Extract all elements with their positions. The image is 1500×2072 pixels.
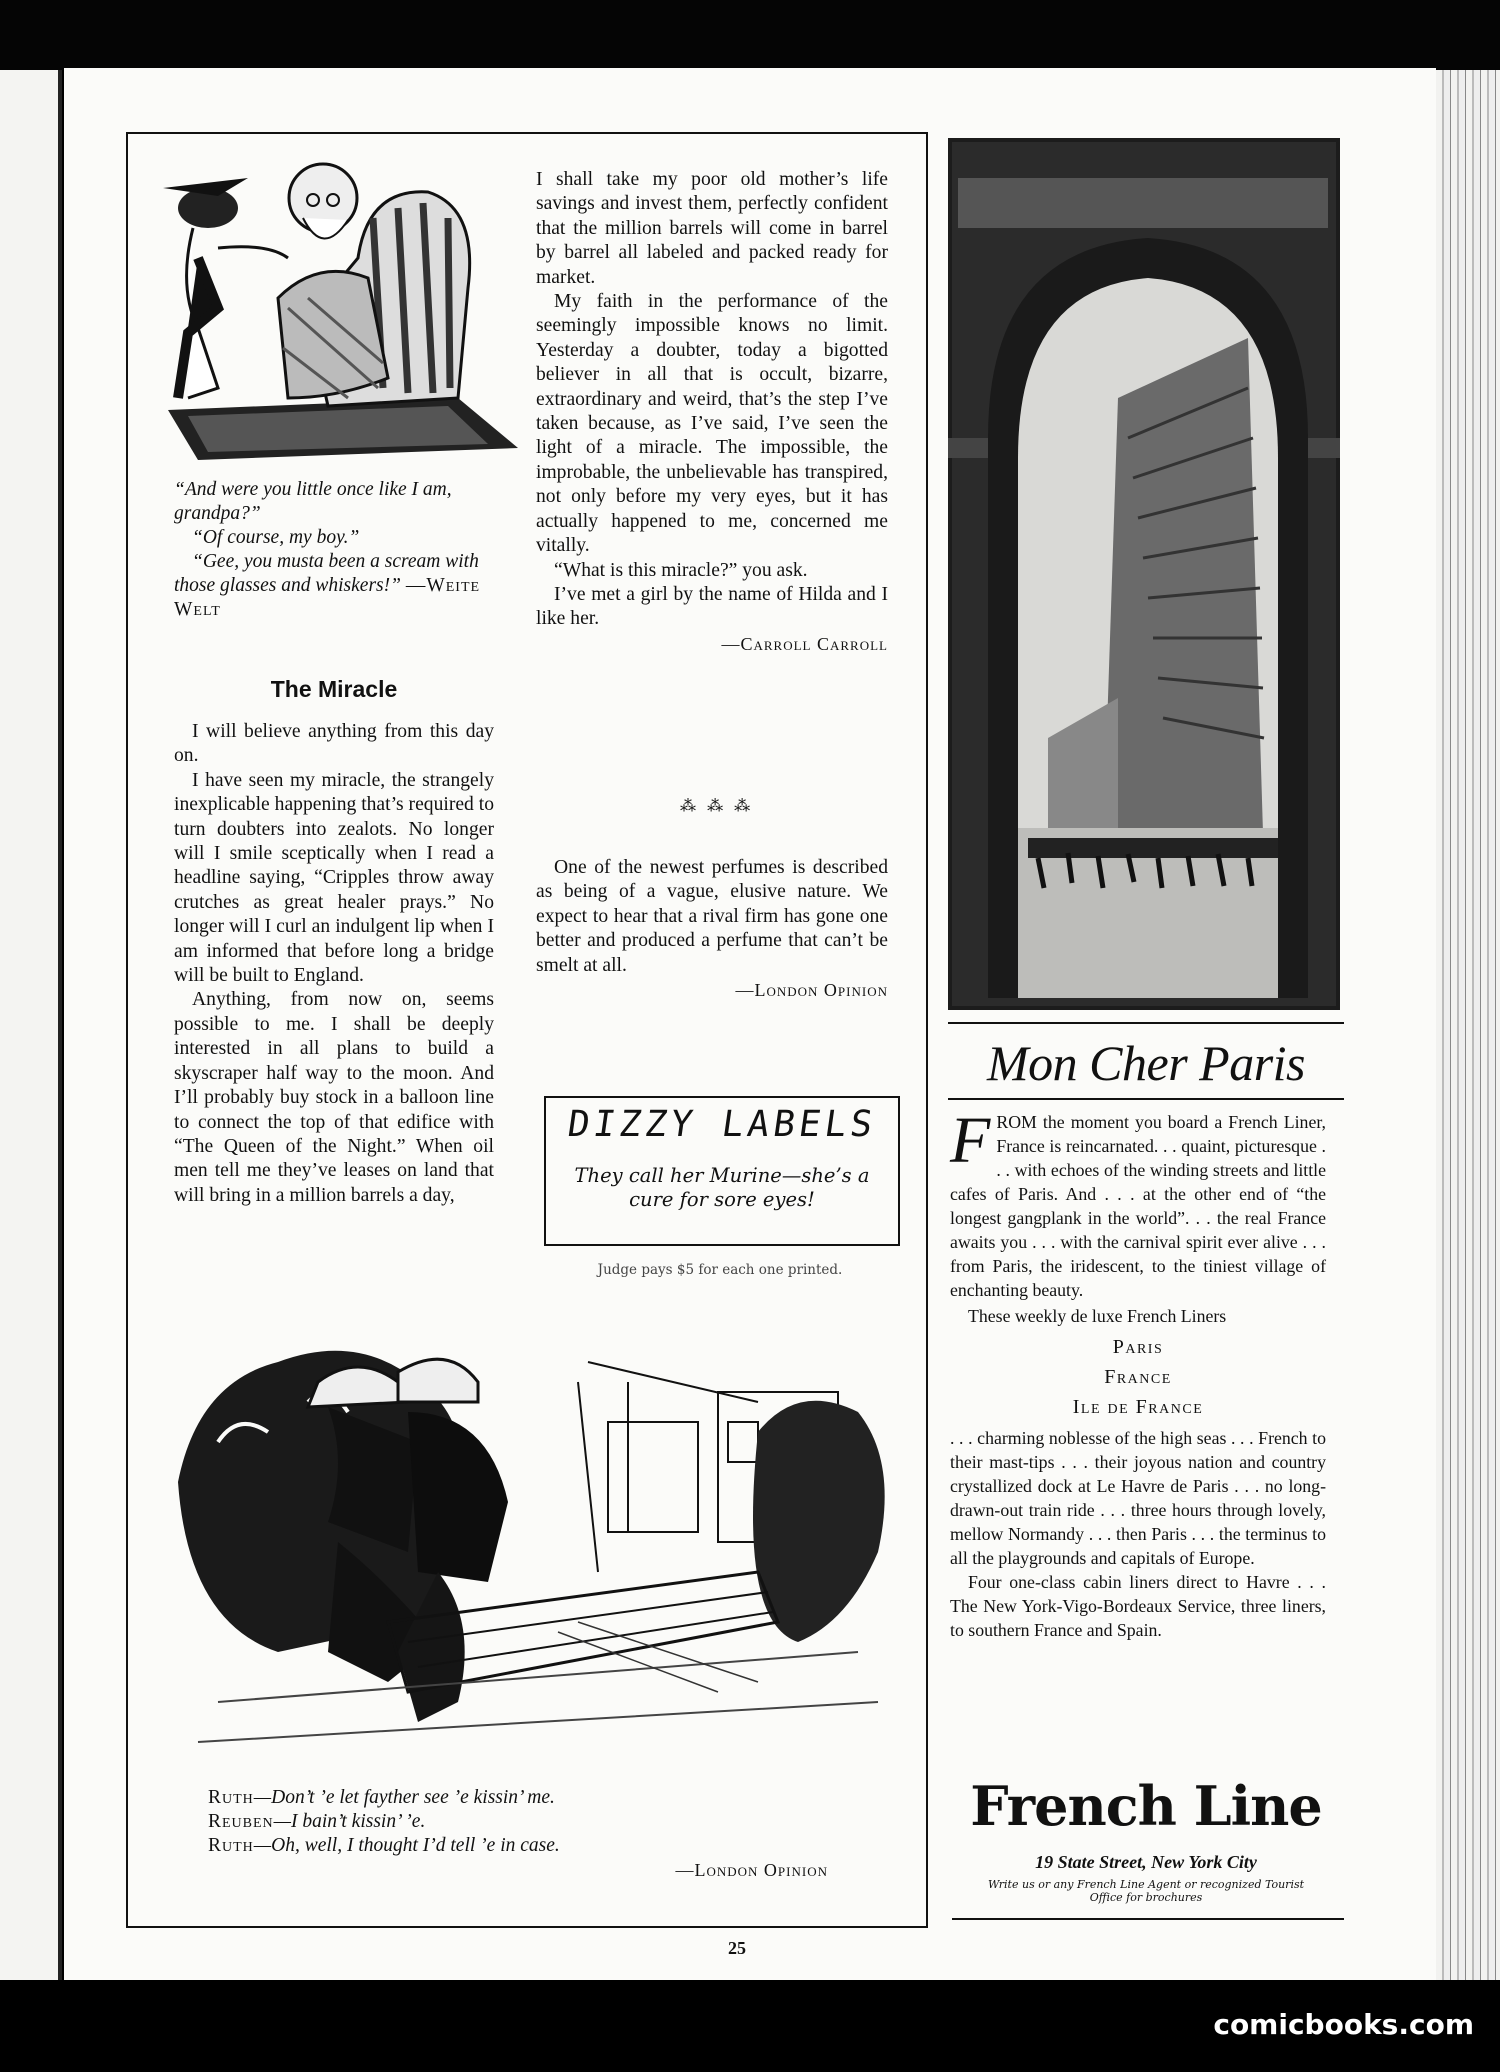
caption-line-3 (174, 550, 494, 622)
dialogue-credit: —London Opinion (675, 1860, 828, 1880)
ad-paragraph-2: . . . charming noblesse of the high seas . . . French to their mast-tips . . . their joyous nation and country crystallized dock at Le Havre de Paris . . . no long-drawn-out train ride . . . three hours through lovely, mellow Normandy . . . then Paris . . . the terminus to all the playgrounds and capitals of Europe. (950, 1428, 1326, 1568)
ad-headline: Mon Cher Paris (987, 1035, 1305, 1091)
miracle-paragraph: “What is this miracle?” you ask. (554, 559, 808, 581)
ad-dropcap: F (950, 1104, 991, 1177)
dialogue-line (208, 1810, 828, 1834)
dialogue-text: —I bain’t kissin’ ’e. (273, 1811, 426, 1832)
miracle-column-2 (536, 168, 888, 656)
perfume-text: One of the newest perfumes is described as being of a vague, elusive nature. We expect to hear that a rival firm has gone one better and produced a perfume that can’t be smelt at all. (536, 857, 888, 976)
perfume-credit: —London Opinion (735, 980, 888, 1001)
dialogue-line (208, 1786, 828, 1810)
page-number: 25 (728, 1938, 746, 1958)
ad-liners-intro: These weekly de luxe French Liners (968, 1306, 1227, 1326)
dizzy-labels-box (544, 1096, 900, 1246)
judge-payment-note: Judge pays $5 for each one printed. (597, 1262, 843, 1278)
dizzy-labels-text: They call her Murine—she’s a cure for sore eyes! (574, 1164, 870, 1211)
caption-credit: —Weite Welt (174, 575, 481, 620)
liner-name: Ile de France (1072, 1396, 1204, 1418)
liner-name: France (1104, 1366, 1172, 1388)
ad-headline-rule (948, 1098, 1344, 1100)
miracle-paragraph: I shall take my poor old mother’s life savings and invest them, perfectly confident that the million barrels will come in barrel by barrel all labeled and packed ready for market. (536, 169, 888, 288)
miracle-paragraph: I’ve met a girl by the name of Hilda and I like her. (536, 583, 888, 630)
ad-body (950, 1104, 1326, 1642)
cartoon-grandpa-illustration (158, 148, 518, 460)
scan-top-border (0, 0, 1500, 70)
caption-line-1: “And were you little once like I am, grandpa?” (174, 479, 452, 524)
dialogue-text: —Don’t ’e let fayther see ’e kissin’ me. (253, 1787, 555, 1808)
miracle-credit: —Carroll Carroll (721, 633, 888, 654)
speaker-name: Ruth (208, 1787, 254, 1808)
ad-paragraph-3: Four one-class cabin liners direct to Havre . . . The New York-Vigo-Bordeaux Service, three liners, to southern France and Spain. (950, 1572, 1326, 1640)
caption-line-2: “Of course, my boy.” (192, 527, 360, 548)
perfume-joke (536, 856, 888, 1002)
speaker-name: Reuben (208, 1811, 274, 1832)
page-stack-edge (1436, 70, 1500, 1980)
site-watermark: comicbooks.com (1213, 2008, 1474, 2041)
liner-name: Paris (1112, 1336, 1164, 1358)
miracle-paragraph: I have seen my miracle, the strangely inexplicable happening that’s required to turn doubters into zealots. No longer will I smile sceptically when I read a headline saying, “Cripples throw away crutches as great healer prays.” No longer will I curl an indulgent lip when I am informed that before long a bridge will be built to England. (174, 769, 494, 987)
cartoon-dialogue (208, 1786, 828, 1882)
cartoon-couple-illustration (158, 1322, 908, 1778)
ad-bottom-rule (952, 1918, 1344, 1920)
dizzy-labels-title: DIZZY LABELS (565, 1104, 879, 1145)
speaker-name: Ruth (208, 1835, 254, 1856)
ad-address: 19 State Street, New York City (1035, 1852, 1257, 1872)
section-divider-ornament: ⁂ ⁂ ⁂ (680, 796, 754, 815)
article-title: The Miracle (270, 676, 398, 702)
ad-intro-paragraph (950, 1104, 1326, 1302)
french-line-logo: French Line (970, 1774, 1322, 1838)
ad-intro-text: ROM the moment you board a French Liner, France is reincarnated. . . quaint, picturesque . . . with echoes of the winding streets and little cafes of Paris. And . . . at the other end of “the longest gangplank in the world”. . . the real France awaits you . . . with the carnival spirit ever alive . . . from Paris, the iridescent, to the tiniest village of enchanting beauty. (950, 1112, 1326, 1300)
ad-liner-list (950, 1332, 1326, 1422)
ad-brochure-note: Write us or any French Line Agent or recognized Tourist Office for brochures (987, 1878, 1305, 1904)
miracle-paragraph: I will believe anything from this day on. (174, 721, 494, 767)
dialogue-line (208, 1834, 828, 1858)
dialogue-text: —Oh, well, I thought I’d tell ’e in case. (253, 1835, 560, 1856)
paris-arch-etching (948, 138, 1340, 1010)
miracle-column-1 (174, 720, 494, 1208)
miracle-paragraph: My faith in the performance of the seemingly impossible knows no limit. Yesterday a doubter, today a bigotted believer in all that is occult, bizarre, extraordinary and weird, that’s the step I’ve taken because, as I’ve said, I’ve seen the light of a miracle. The impossible, the improbable, the unbelievable has transpired, not only before my very eyes, but it has actually happened to me, concerned me vitally. (536, 291, 888, 557)
miracle-paragraph: Anything, from now on, seems possible to me. I shall be deeply interested in all plans to build a skyscraper half way to the moon. And I’ll probably buy stock in a balloon line to connect the top of that edifice with “The Queen of the Night.” When oil men tell me they’ve leases on land that will bring in a million barrels a day, (174, 989, 494, 1206)
caption-line-3-text: “Gee, you musta been a scream with those glasses and whiskers!” (174, 551, 479, 596)
facing-page-edge (0, 70, 62, 1980)
ad-top-rule (948, 1022, 1344, 1024)
cartoon-caption (174, 478, 494, 622)
